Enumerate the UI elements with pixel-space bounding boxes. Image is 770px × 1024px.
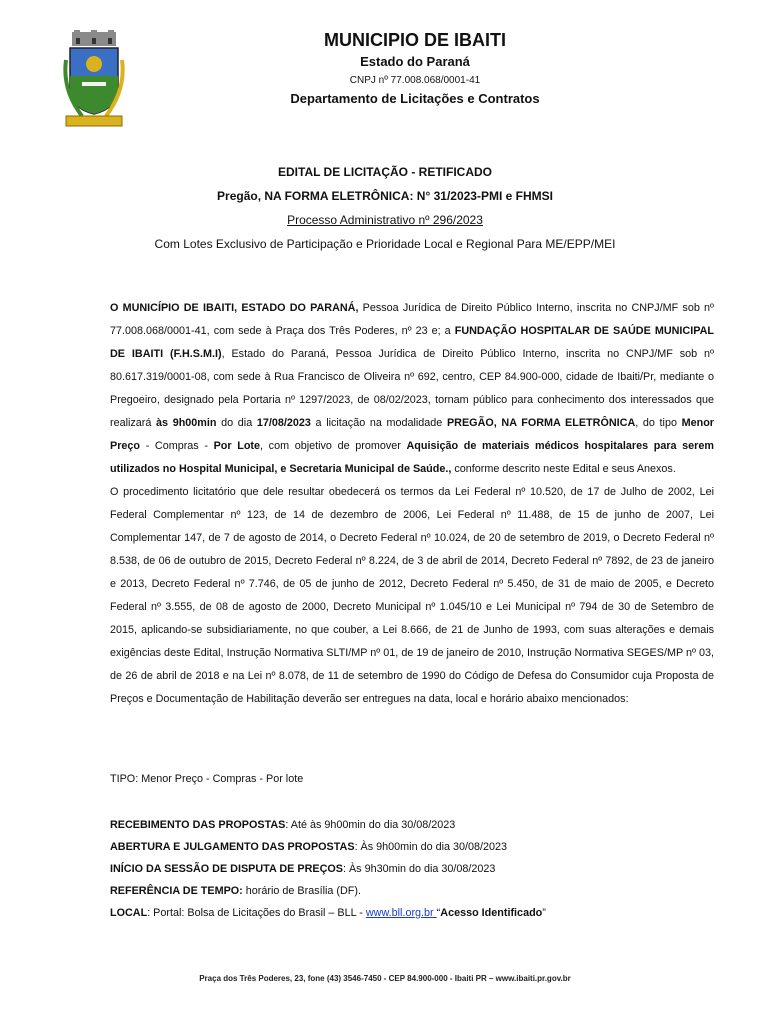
- referencia-line: [110, 880, 714, 902]
- intro-bold-15: Aquisição de materiais médicos hospitalares para serem utilizados no Hospital Municipal, e Secretaria Municipal de Saúde.,: [110, 440, 714, 475]
- abertura-label: ABERTURA E JULGAMENTO DAS PROPOSTAS: [110, 841, 355, 853]
- pregao-title: Pregão, NA FORMA ELETRÔNICA: N° 31/2023-PMI e FHMSI: [217, 189, 553, 203]
- document-body: [110, 297, 714, 711]
- cnpj-number: CNPJ nº 77.008.068/0001-41: [349, 75, 481, 86]
- municipal-crest-icon: [62, 30, 126, 134]
- edital-title: EDITAL DE LICITAÇÃO - RETIFICADO: [278, 165, 492, 179]
- intro-text-10: , do tipo: [635, 417, 682, 429]
- tipo-line: TIPO: Menor Preço - Compras - Por lote: [110, 773, 304, 785]
- intro-text-8: a licitação na modalidade: [310, 417, 447, 429]
- recebimento-label: RECEBIMENTO DAS PROPOSTAS: [110, 819, 286, 831]
- intro-paragraph: [110, 297, 714, 481]
- inicio-line: [110, 858, 714, 880]
- referencia-value: horário de Brasília (DF).: [242, 885, 361, 897]
- local-line: [110, 902, 714, 924]
- page-footer: Praça dos Três Poderes, 23, fone (43) 3546-7450 - CEP 84.900-000 - Ibaiti PR – www.ibaiti.pr.gov.br: [199, 974, 571, 983]
- intro-bold-3: FUNDAÇÃO HOSPITALAR DE SAÚDE MUNICIPAL DE IBAITI (F.H.S.M.I): [110, 325, 715, 360]
- local-label: LOCAL: [110, 907, 148, 919]
- intro-bold-7: 17/08/2023: [256, 417, 311, 429]
- lotes-subtitle: Com Lotes Exclusivo de Participação e Prioridade Local e Regional Para ME/EPP/MEI: [154, 237, 616, 251]
- intro-text-6: do dia: [216, 417, 257, 429]
- department-name: Departamento de Licitações e Contratos: [290, 91, 540, 106]
- inicio-value: : Às 9h30min do dia 30/08/2023: [342, 863, 496, 875]
- schedule-block: [110, 814, 714, 924]
- intro-bold-13: Por Lote: [213, 440, 261, 452]
- quote-close: ”: [542, 907, 546, 919]
- municipality-title: MUNICIPIO DE IBAITI: [323, 30, 506, 50]
- inicio-label: INÍCIO DA SESSÃO DE DISPUTA DE PREÇOS: [110, 863, 343, 875]
- intro-bold-5: às 9h00min: [156, 417, 217, 429]
- abertura-value: : Às 9h00min do dia 30/08/2023: [354, 841, 508, 853]
- bll-link[interactable]: www.bll.org.br: [365, 907, 437, 919]
- intro-text-4: , Estado do Paraná, Pessoa Jurídica de Direito Público Interno, inscrita no CNPJ/MF sob nº 80.617.319/0001-08, com sede à Rua Francisco de Oliveira nº 692, centro, CEP 84.900-000, cidade de Ibaiti/Pr, mediante o Pregoeiro, designado pela Portaria nº 1297/2023, de 08/02/2023, tornam público para conhecimento dos interessados que realizará: [110, 348, 714, 429]
- quote-open: “: [436, 907, 441, 919]
- state-name: Estado do Paraná: [360, 54, 470, 69]
- intro-text-14: , com objetivo de promover: [260, 440, 407, 452]
- recebimento-line: [110, 814, 714, 836]
- intro-bold-9: PREGÃO, NA FORMA ELETRÔNICA: [446, 417, 636, 429]
- local-value: : Portal: Bolsa de Licitações do Brasil – BLL -: [147, 907, 366, 919]
- intro-text-2: Pessoa Jurídica de Direito Público Interno, inscrita no CNPJ/MF sob nº 77.008.068/0001-41, com sede à Praça dos Três Poderes, nº 23 e; a: [110, 302, 714, 337]
- processo-title: Processo Administrativo nº 296/2023: [287, 213, 483, 227]
- legal-paragraph: O procedimento licitatório que dele resultar obedecerá os termos da Lei Federal nº 10.520, de 17 de Julho de 2002, Lei Federal Complementar nº 123, de 14 de dezembro de 2006, Lei Federal nº 11.488, de 15 de junho de 2007, Lei Complementar 147, de 7 de agosto de 2014, o Decreto Federal nº 10.024, de 20 de setembro de 2019, o Decreto Federal nº 8.538, de 06 de outubro de 2015, Decreto Federal nº 8.224, de 3 de abril de 2014, Decreto Federal nº 7892, de 23 de janeiro e 2013, Decreto Federal nº 7.746, de 05 de junho de 2012, Decreto Federal nº 5.450, de 31 de maio de 2005, e Decreto Federal nº 3.555, de 08 de agosto de 2000, Decreto Municipal nº 1.045/10 e Lei Municipal nº 794 de 30 de Setembro de 2015, aplicando-se subsidiariamente, no que couber, a Lei 8.666, de 21 de Junho de 1993, com suas alterações e demais exigências deste Edital, Instrução Normativa SLTI/MP nº 01, de 19 de janeiro de 2010, Instrução Normativa SEGES/MP nº 03, de 26 de abril de 2018 e na Lei nº 8.078, de 11 de setembro de 1990 do Código de Defesa do Consumidor cuja Proposta de Preços e Documentação de Habilitação deverão ser entregues na data, local e horário abaixo mencionados:: [110, 486, 714, 705]
- abertura-line: [110, 836, 714, 858]
- intro-bold-11: Menor Preço: [110, 417, 714, 452]
- referencia-label: REFERÊNCIA DE TEMPO:: [110, 885, 243, 897]
- intro-text-12: - Compras -: [140, 440, 214, 452]
- recebimento-value: : Até às 9h00min do dia 30/08/2023: [285, 819, 456, 831]
- acesso-identificado: Acesso Identificado: [440, 907, 543, 919]
- intro-text-16: conforme descrito neste Edital e seus Anexos.: [451, 463, 676, 475]
- intro-bold-1: O MUNICÍPIO DE IBAITI, ESTADO DO PARANÁ,: [110, 302, 359, 314]
